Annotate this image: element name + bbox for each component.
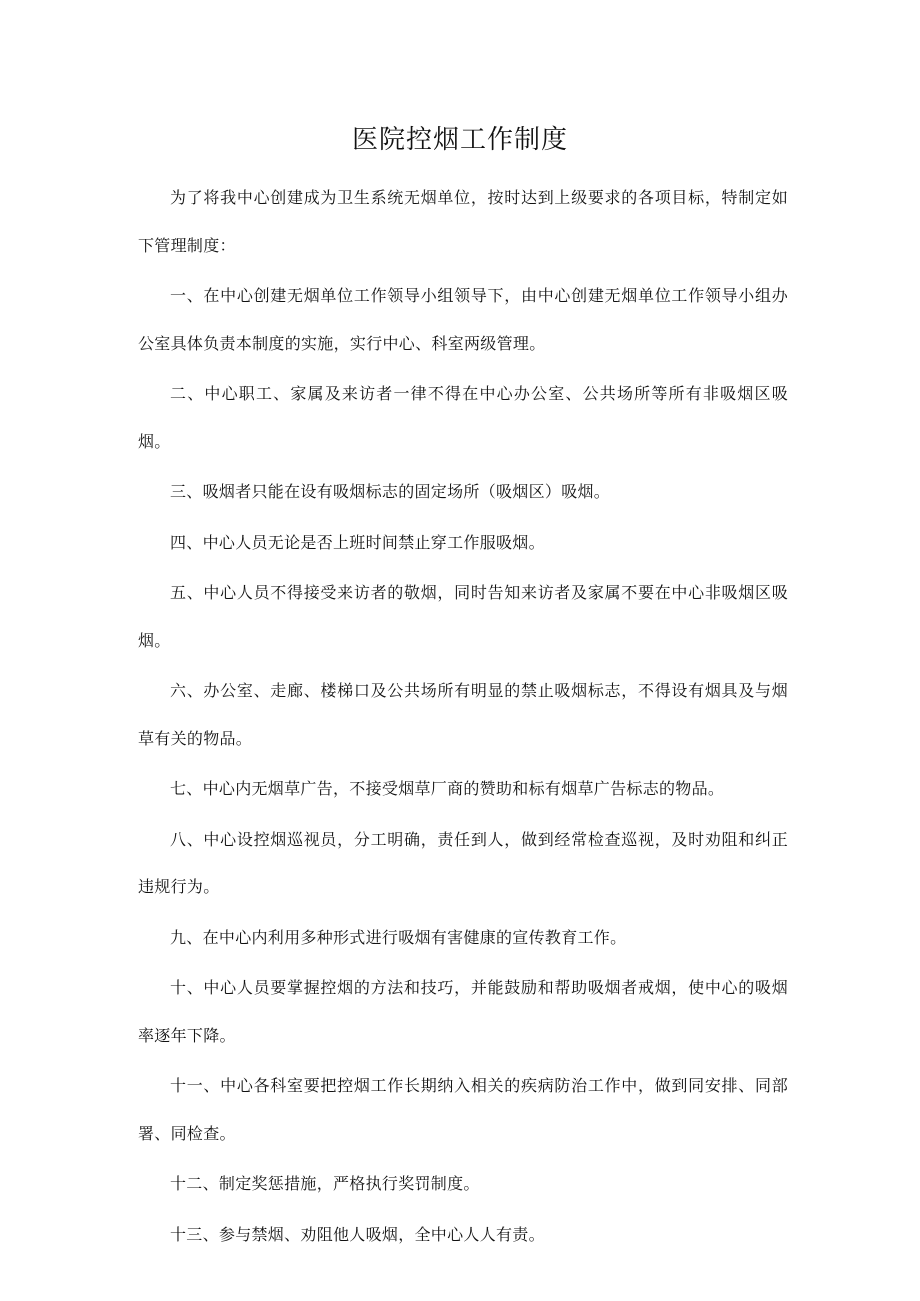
rule-paragraph-10: 十、中心人员要掌握控烟的方法和技巧，并能鼓励和帮助吸烟者戒烟，使中心的吸烟率逐年下降。 — [138, 978, 788, 1045]
rule-paragraph-2: 二、中心职工、家属及来访者一律不得在中心办公室、公共场所等所有非吸烟区吸烟。 — [138, 384, 788, 451]
rule-paragraph-11: 十一、中心各科室要把控烟工作长期纳入相关的疾病防治工作中，做到同安排、同部署、同检查。 — [138, 1076, 788, 1143]
rule-paragraph-7: 七、中心内无烟草广告，不接受烟草厂商的赞助和标有烟草广告标志的物品。 — [170, 779, 725, 798]
rule-paragraph-8: 八、中心设控烟巡视员，分工明确，责任到人，做到经常检查巡视，及时劝阻和纠正违规行为。 — [138, 829, 788, 896]
rule-paragraph-3: 三、吸烟者只能在设有吸烟标志的固定场所（吸烟区）吸烟。 — [170, 482, 611, 501]
document-title: 医院控烟工作制度 — [351, 125, 568, 155]
rule-paragraph-6: 六、办公室、走廊、楼梯口及公共场所有明显的禁止吸烟标志，不得设有烟具及与烟草有关的物品。 — [138, 681, 788, 748]
rule-paragraph-1: 一、在中心创建无烟单位工作领导小组领导下，由中心创建无烟单位工作领导小组办公室具体负责本制度的实施，实行中心、科室两级管理。 — [138, 286, 788, 353]
rule-paragraph-5: 五、中心人员不得接受来访者的敬烟，同时告知来访者及家属不要在中心非吸烟区吸烟。 — [138, 583, 788, 650]
document-body — [138, 174, 788, 1261]
rule-paragraph-13: 十三、参与禁烟、劝阻他人吸烟，全中心人人有责。 — [170, 1224, 545, 1244]
rule-paragraph-4: 四、中心人员无论是否上班时间禁止穿工作服吸烟。 — [170, 532, 545, 552]
rule-paragraph-12: 十二、制定奖惩措施，严格执行奖罚制度。 — [170, 1174, 480, 1193]
intro-paragraph: 为了将我中心创建成为卫生系统无烟单位，按时达到上级要求的各项目标，特制定如下管理制度： — [138, 188, 788, 255]
rule-paragraph-9: 九、在中心内利用多种形式进行吸烟有害健康的宣传教育工作。 — [170, 927, 627, 947]
